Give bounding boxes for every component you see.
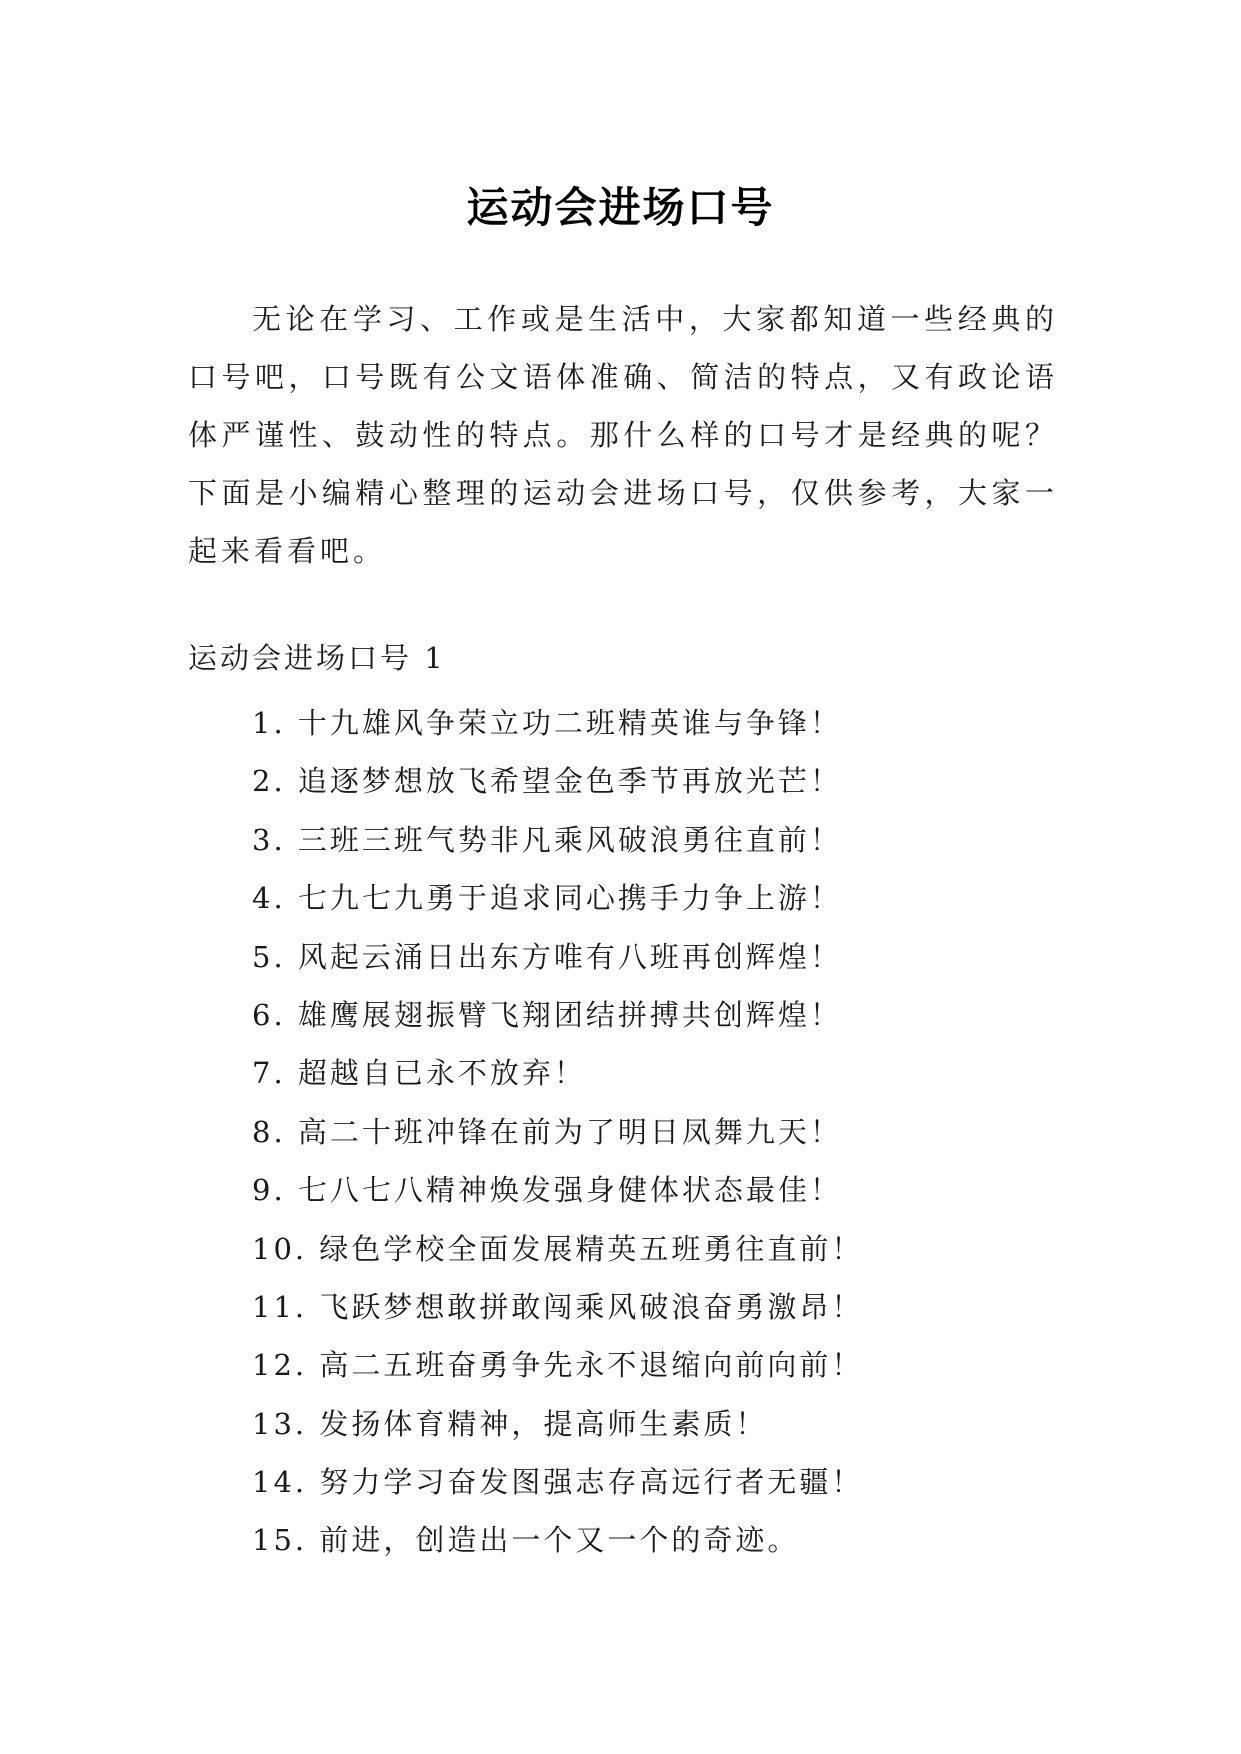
- intro-paragraph: 无论在学习、工作或是生活中，大家都知道一些经典的口号吧，口号既有公文语体准确、简洁的特点，又有政论语体严谨性、鼓动性的特点。那什么样的口号才是经典的呢？下面是小编精心整理的运动会进场口号，仅供参考，大家一起来看看吧。: [188, 302, 1058, 568]
- slogan-item: 11. 飞跃梦想敢拼敢闯乘风破浪奋勇激昂！: [252, 1289, 864, 1324]
- slogan-item: 2. 追逐梦想放飞希望金色季节再放光芒！: [252, 764, 842, 799]
- slogan-item: 10. 绿色学校全面发展精英五班勇往直前！: [252, 1231, 864, 1266]
- page-title: 运动会进场口号: [466, 183, 775, 233]
- slogan-item: 7. 超越自已永不放弃！: [252, 1056, 586, 1091]
- slogan-item: 3. 三班三班气势非凡乘风破浪勇往直前！: [252, 822, 842, 857]
- slogan-item: 6. 雄鹰展翅振臂飞翔团结拼搏共创辉煌！: [252, 997, 842, 1032]
- slogan-item: 4. 七九七九勇于追求同心携手力争上游！: [252, 881, 842, 916]
- slogan-item: 13. 发扬体育精神，提高师生素质！: [252, 1406, 768, 1441]
- slogan-item: 14. 努力学习奋发图强志存高远行者无疆！: [252, 1465, 864, 1500]
- slogan-item: 15. 前进，创造出一个又一个的奇迹。: [252, 1523, 800, 1558]
- slogan-list: [252, 694, 863, 1570]
- slogan-item: 1. 十九雄风争荣立功二班精英谁与争锋！: [252, 706, 842, 740]
- slogan-item: 8. 高二十班冲锋在前为了明日凤舞九天！: [252, 1114, 842, 1149]
- slogan-item: 5. 风起云涌日出东方唯有八班再创辉煌！: [252, 939, 842, 974]
- section-heading: 运动会进场口号 1: [188, 641, 446, 675]
- slogan-item: 12. 高二五班奋勇争先永不退缩向前向前！: [252, 1348, 864, 1383]
- slogan-item: 9. 七八七八精神焕发强身健体状态最佳！: [252, 1173, 842, 1208]
